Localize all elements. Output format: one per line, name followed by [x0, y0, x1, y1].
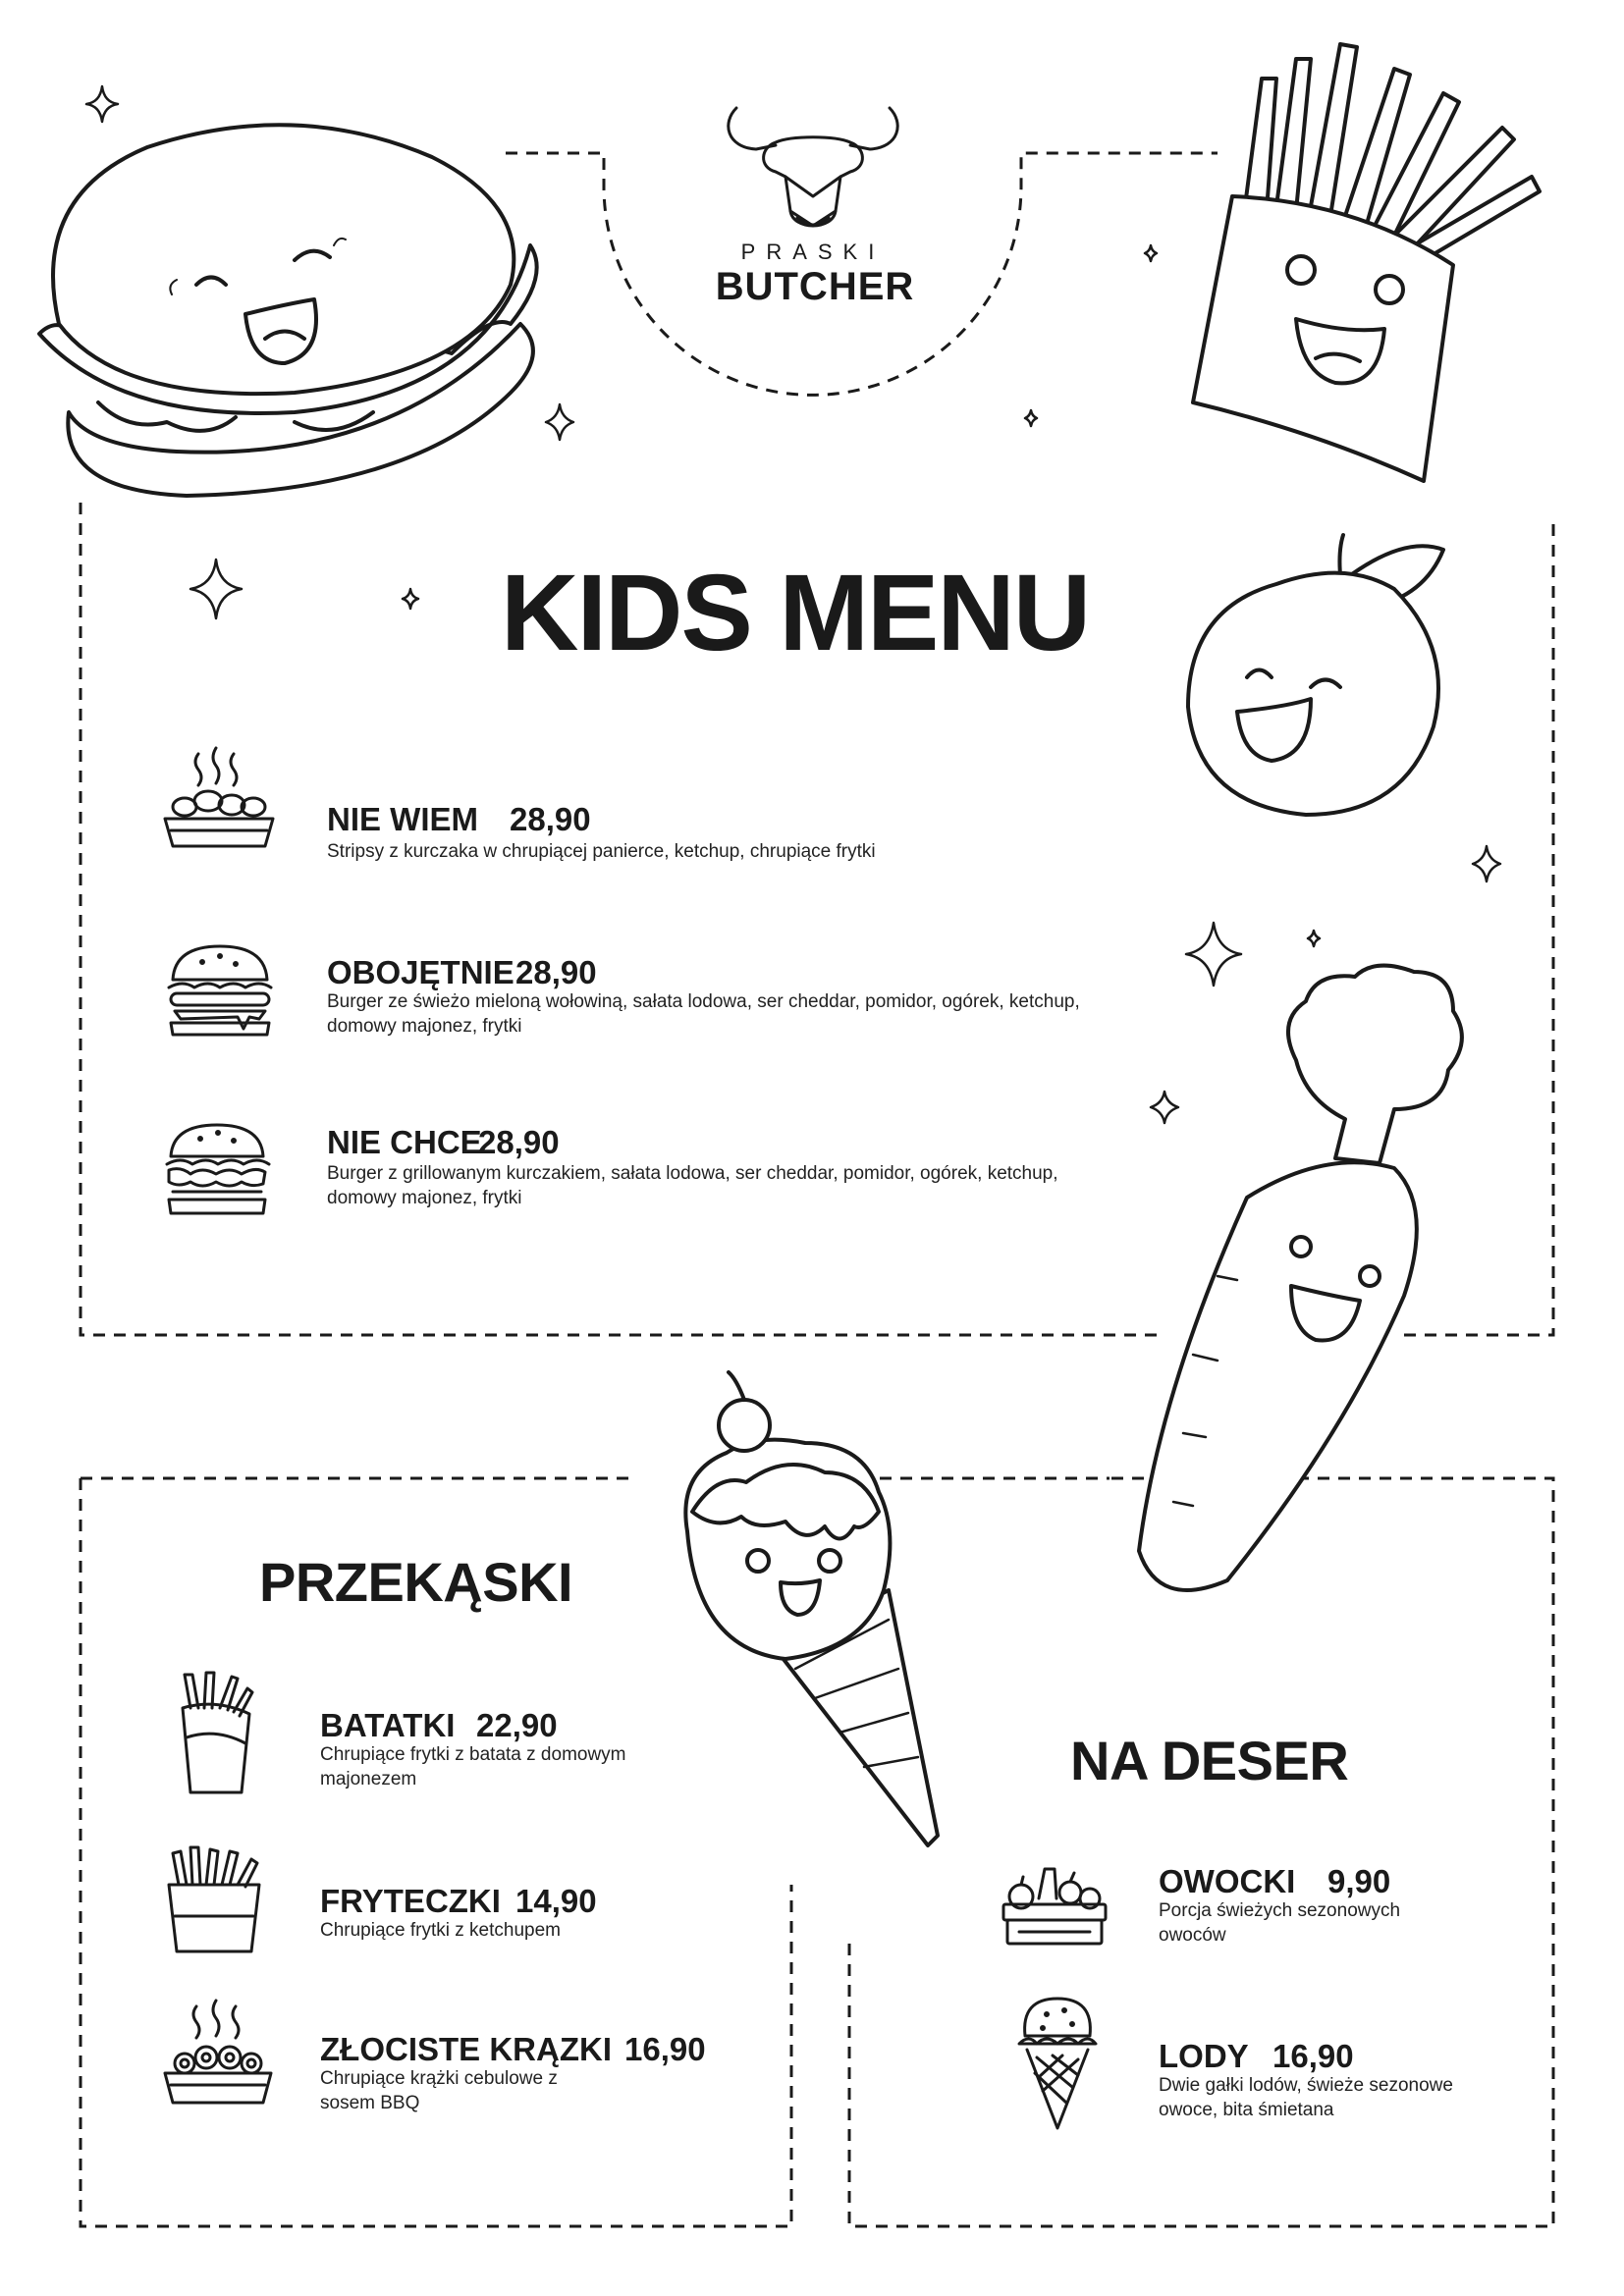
snacks-section-title: PRZEKĄSKI	[259, 1551, 573, 1613]
carrot-character-icon	[1139, 966, 1462, 1590]
sparkle-icon	[86, 86, 118, 122]
chicken-burger-icon	[161, 1119, 273, 1217]
menu-item-price: 28,90	[478, 1124, 560, 1160]
menu-item-price: 28,90	[515, 954, 597, 990]
sparkle-icon	[1473, 846, 1500, 881]
menu-item-name: NIE CHCE	[327, 1124, 482, 1160]
brand-title: BUTCHER	[715, 265, 915, 308]
sparkle-icon	[1025, 410, 1037, 426]
sparkle-icon	[403, 589, 418, 609]
apple-character-icon	[1188, 535, 1443, 815]
menu-item-price: 22,90	[476, 1707, 558, 1743]
menu-item-name: LODY	[1159, 2038, 1249, 2074]
menu-item-name: BATATKI	[320, 1707, 456, 1743]
menu-item-price: 16,90	[1272, 2038, 1354, 2074]
sparkle-icon	[546, 404, 573, 440]
sweet-potato-fries-icon	[177, 1669, 255, 1796]
menu-item-name: ZŁOCISTE KRĄZKI	[320, 2031, 612, 2067]
bull-logo-icon	[729, 108, 897, 226]
sparkle-icon	[1308, 931, 1320, 946]
menu-item-description: Stripsy z kurczaka w chrupiącej panierce, ketchup, chrupiące frytki	[327, 841, 876, 862]
menu-item-price: 28,90	[510, 801, 591, 837]
sparkle-icon	[190, 560, 242, 618]
menu-item-description: Burger z grillowanym kurczakiem, sałata lodowa, ser cheddar, pomidor, ogórek, ketchup, domowy majonez, frytki	[327, 1163, 1058, 1208]
menu-item-name: FRYTECZKI	[320, 1883, 501, 1919]
menu-item-description: Dwie gałki lodów, świeże sezonowe owoce, bita śmietana	[1159, 2075, 1453, 2120]
onion-rings-icon	[159, 1999, 277, 2109]
ice-cream-character-icon	[685, 1372, 938, 1845]
page-title: KIDS MENU	[501, 553, 1090, 673]
menu-item-name: OWOCKI	[1159, 1863, 1296, 1899]
menu-item-description: Chrupiące krążki cebulowe z sosem BBQ	[320, 2068, 558, 2113]
fruit-crate-icon	[1000, 1859, 1110, 1948]
sparkle-icon	[1151, 1092, 1178, 1123]
sparkle-icon	[1186, 923, 1241, 986]
menu-item-name: NIE WIEM	[327, 801, 478, 837]
burger-character-icon	[39, 125, 537, 496]
beef-burger-icon	[165, 940, 275, 1041]
menu-item-description: Burger ze świeżo mieloną wołowiną, sałata lodowa, ser cheddar, pomidor, ogórek, ketchup, domowy majonez, frytki	[327, 991, 1080, 1037]
menu-item-name: OBOJĘTNIE	[327, 954, 514, 990]
menu-item-description: Chrupiące frytki z ketchupem	[320, 1920, 561, 1941]
menu-item-price: 16,90	[624, 2031, 706, 2067]
brand-subtitle: PRASKI	[740, 240, 886, 264]
fries-box-icon	[165, 1845, 263, 1955]
nuggets-basket-icon	[159, 744, 279, 854]
menu-item-description: Porcja świeżych sezonowych owoców	[1159, 1900, 1401, 1946]
menu-item-description: Chrupiące frytki z batata z domowym majonezem	[320, 1744, 626, 1789]
menu-item-price: 9,90	[1327, 1863, 1391, 1899]
ice-cream-cone-icon	[1013, 1993, 1102, 2132]
sparkle-icon	[1145, 245, 1157, 261]
menu-item-price: 14,90	[515, 1883, 597, 1919]
dessert-section-title: NA DESER	[1070, 1730, 1349, 1791]
fries-character-icon	[1193, 44, 1540, 481]
